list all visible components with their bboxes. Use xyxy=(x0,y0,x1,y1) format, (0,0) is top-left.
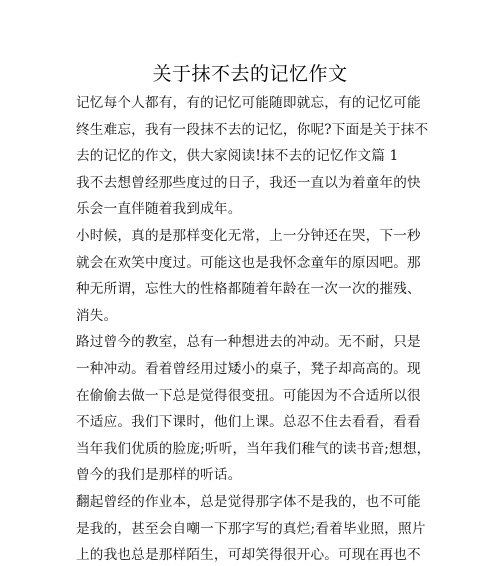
paragraph-line: 终生难忘，我有一段抹不去的记忆，你呢?下面是关于抹不 xyxy=(76,121,429,138)
paragraph-line: 就会在欢笑中度过。可能这也是我怀念童年的原因吧。那 xyxy=(76,254,421,271)
paragraph-line: 乐会一直伴随着我到成年。 xyxy=(76,201,242,218)
paragraph-line: 消失。 xyxy=(76,307,118,324)
paragraph-line: 一种冲动。看着曾经用过矮小的桌子，凳子却高高的。现 xyxy=(76,360,421,377)
document-body xyxy=(76,90,431,566)
paragraph-line: 在偷偷去做一下总是觉得很变扭。可能因为不合适所以很 xyxy=(76,387,421,404)
paragraph-line: 小时候，真的是那样变化无常，上一分钟还在哭，下一秒 xyxy=(76,227,421,244)
document-title: 关于抹不去的记忆作文 xyxy=(152,63,348,85)
paragraph-line: 是我的，甚至会自嘲一下那字写的真烂;看着毕业照，照片 xyxy=(76,520,426,537)
paragraph-line: 我不去想曾经那些度过的日子，我还一直以为着童年的快 xyxy=(76,174,421,191)
paragraph-line: 曾今的我们是那样的听话。 xyxy=(76,467,242,484)
paragraph-line: 翻起曾经的作业本，总是觉得那字体不是我的，也不可能 xyxy=(76,493,421,510)
paragraph-line: 路过曾今的教室，总有一种想进去的冲动。无不耐，只是 xyxy=(76,334,421,351)
paragraph-line: 上的我也总是那样陌生，可却笑得很开心。可现在再也不 xyxy=(76,547,421,564)
paragraph-line: 记忆每个人都有，有的记忆可能随即就忘，有的记忆可能 xyxy=(76,95,421,111)
paragraph-line: 当年我们优质的脸庞;听听，当年我们稚气的读书音;想想， xyxy=(76,440,431,457)
paragraph-line: 不适应。我们下课时，他们上课。总忍不住去看看，看看 xyxy=(76,414,421,431)
paragraph-line: 种无所谓，忘性大的性格都随着年龄在一次一次的摧残、 xyxy=(76,281,421,298)
paragraph-line: 去的记忆的作文，供大家阅读!抹不去的记忆作文篇 1 xyxy=(76,148,399,165)
